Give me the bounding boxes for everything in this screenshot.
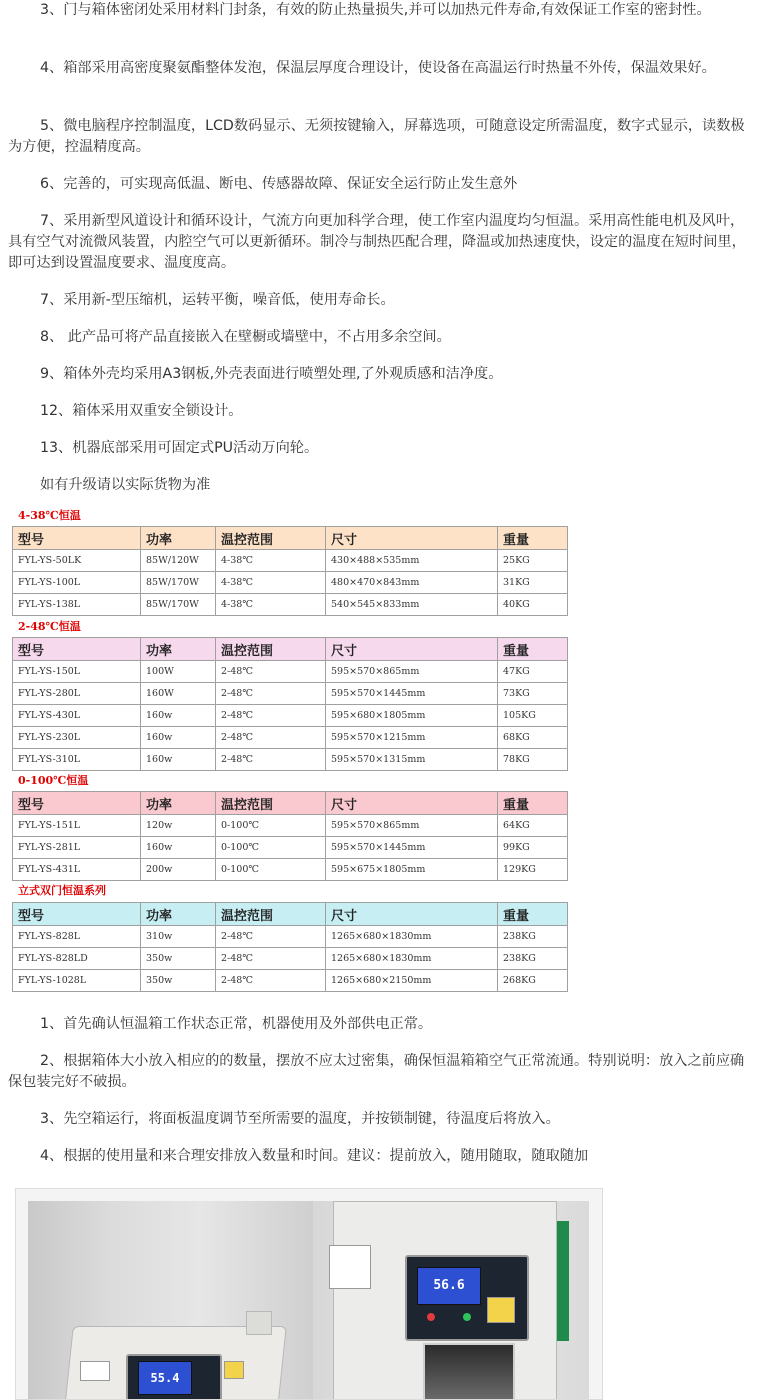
cell-power: 350w [141, 948, 216, 970]
feature-5: 5、微电脑程序控制温度，LCD数码显示、无须按键输入，屏幕选项，可随意设定所需温度，数字式显示，读数极为方便，控温精度高。 [8, 118, 745, 155]
header-model: 型号 [13, 792, 141, 815]
cell-size: 1265×680×2150mm [326, 970, 498, 992]
cell-power: 85W/120W [141, 550, 216, 572]
cell-temp: 2-48℃ [216, 970, 326, 992]
table-row [13, 837, 568, 859]
header-temp-range: 温控范围 [216, 903, 326, 926]
cell-size: 595×570×1215mm [326, 727, 498, 749]
brand-label [80, 1361, 110, 1381]
cell-power: 160w [141, 727, 216, 749]
cell-model: FYL-YS-151L [13, 815, 141, 837]
cell-weight: 25KG [498, 550, 568, 572]
table-row [13, 815, 568, 837]
table-row [13, 550, 568, 572]
header-power: 功率 [141, 638, 216, 661]
header-weight: 重量 [498, 903, 568, 926]
cell-weight: 40KG [498, 594, 568, 616]
cell-weight: 268KG [498, 970, 568, 992]
cell-temp: 4-38℃ [216, 550, 326, 572]
cell-weight: 78KG [498, 749, 568, 771]
cell-size: 595×570×1315mm [326, 749, 498, 771]
table-row [13, 683, 568, 705]
cell-weight: 47KG [498, 661, 568, 683]
cell-size: 595×570×1445mm [326, 837, 498, 859]
cell-size: 430×488×535mm [326, 550, 498, 572]
section-title-double-door: 立式双门恒温系列 [18, 884, 106, 897]
header-temp-range: 温控范围 [216, 527, 326, 550]
header-temp-range: 温控范围 [216, 638, 326, 661]
cell-power: 160W [141, 683, 216, 705]
table-row [13, 948, 568, 970]
cell-temp: 2-48℃ [216, 749, 326, 771]
feature-13: 13、机器底部采用可固定式PU活动万向轮。 [40, 440, 319, 456]
feature-7: 7、采用新型风道设计和循环设计，气流方向更加科学合理，使工作室内温度均匀恒温。采用高性能电机及风叶，具有空气对流微风装置，内腔空气可以更新循环。制冷与制热匹配合理，降温或加热速度快，设定的温度在短时间里，即可达到设置温度要求、温度度高。 [8, 213, 746, 271]
cell-temp: 2-48℃ [216, 727, 326, 749]
header-power: 功率 [141, 903, 216, 926]
cell-size: 1265×680×1830mm [326, 926, 498, 948]
table-header-row [13, 903, 568, 926]
cell-size: 595×570×865mm [326, 661, 498, 683]
cell-temp: 2-48℃ [216, 661, 326, 683]
cell-model: FYL-YS-138L [13, 594, 141, 616]
cell-temp: 2-48℃ [216, 683, 326, 705]
cell-weight: 73KG [498, 683, 568, 705]
instruction-1: 1、首先确认恒温箱工作状态正常，机器使用及外部供电正常。 [40, 1016, 433, 1032]
cell-power: 85W/170W [141, 572, 216, 594]
table-header-row [13, 527, 568, 550]
feature-7b: 7、采用新-型压缩机，运转平衡，噪音低，使用寿命长。 [40, 292, 395, 308]
cell-model: FYL-YS-828L [13, 926, 141, 948]
cell-temp: 2-48℃ [216, 705, 326, 727]
table-row [13, 661, 568, 683]
warning-label [224, 1361, 244, 1379]
cell-model: FYL-YS-281L [13, 837, 141, 859]
cell-weight: 238KG [498, 926, 568, 948]
feature-6: 6、完善的，可实现高低温、断电、传感器故障、保证安全运行防止发生意外 [40, 176, 518, 192]
cell-size: 595×680×1805mm [326, 705, 498, 727]
upgrade-note: 如有升级请以实际货物为准 [40, 477, 211, 493]
cell-power: 160w [141, 749, 216, 771]
feature-8: 8、 此产品可将产品直接嵌入在壁橱或墙壁中，不占用多余空间。 [40, 329, 451, 345]
cell-power: 120w [141, 815, 216, 837]
cell-model: FYL-YS-100L [13, 572, 141, 594]
table-row [13, 705, 568, 727]
header-weight: 重量 [498, 527, 568, 550]
cell-temp: 0-100℃ [216, 815, 326, 837]
cell-power: 350w [141, 970, 216, 992]
header-model: 型号 [13, 527, 141, 550]
instruction-3: 3、先空箱运行，将面板温度调节至所需要的温度，并按锁制键，待温度后将放入。 [40, 1111, 560, 1127]
incubator-hinge [246, 1311, 272, 1335]
feature-9: 9、箱体外壳均采用A3钢板,外壳表面进行喷塑处理,了外观质感和洁净度。 [40, 366, 503, 382]
cell-size: 540×545×833mm [326, 594, 498, 616]
cell-size: 1265×680×1830mm [326, 948, 498, 970]
section-title-2-48: 2-48℃恒温 [18, 620, 81, 633]
cell-temp: 4-38℃ [216, 594, 326, 616]
cell-power: 310w [141, 926, 216, 948]
table-header-row [13, 792, 568, 815]
table-row [13, 970, 568, 992]
cell-size: 595×570×865mm [326, 815, 498, 837]
cell-size: 595×570×1445mm [326, 683, 498, 705]
cell-model: FYL-YS-828LD [13, 948, 141, 970]
cell-power: 100W [141, 661, 216, 683]
side-label-strip [557, 1221, 569, 1341]
observation-window [423, 1343, 515, 1400]
cell-temp: 2-48℃ [216, 948, 326, 970]
instruction-2: 2、根据箱体大小放入相应的的数量，摆放不应太过密集，确保恒温箱箱空气正常流通。特别说明：放入之前应确保包装完好不破损。 [8, 1053, 745, 1090]
header-model: 型号 [13, 638, 141, 661]
temperature-display: 56.6 [417, 1267, 481, 1305]
cell-weight: 68KG [498, 727, 568, 749]
cell-model: FYL-YS-50LK [13, 550, 141, 572]
header-size: 尺寸 [326, 792, 498, 815]
cell-size: 480×470×843mm [326, 572, 498, 594]
table-row [13, 572, 568, 594]
spec-table-0-100 [12, 791, 568, 881]
cell-model: FYL-YS-431L [13, 859, 141, 881]
temperature-display: 55.4 [138, 1361, 192, 1395]
product-photo-double-door [313, 1201, 589, 1400]
cell-temp: 0-100℃ [216, 837, 326, 859]
instruction-4: 4、根据的使用量和来合理安排放入数量和时间。建议：提前放入，随用随取，随取随加 [40, 1148, 589, 1164]
brand-label [329, 1245, 371, 1289]
cell-model: FYL-YS-150L [13, 661, 141, 683]
cell-model: FYL-YS-430L [13, 705, 141, 727]
cell-weight: 99KG [498, 837, 568, 859]
product-photos [15, 1188, 603, 1400]
cell-power: 200w [141, 859, 216, 881]
warning-label [487, 1297, 515, 1323]
header-temp-range: 温控范围 [216, 792, 326, 815]
cell-temp: 0-100℃ [216, 859, 326, 881]
section-title-4-38: 4-38℃恒温 [18, 509, 81, 522]
cell-size: 595×675×1805mm [326, 859, 498, 881]
header-size: 尺寸 [326, 638, 498, 661]
table-row [13, 594, 568, 616]
cell-model: FYL-YS-1028L [13, 970, 141, 992]
header-power: 功率 [141, 792, 216, 815]
header-weight: 重量 [498, 792, 568, 815]
cell-weight: 105KG [498, 705, 568, 727]
control-panel [126, 1354, 222, 1400]
table-row [13, 859, 568, 881]
cell-power: 85W/170W [141, 594, 216, 616]
cell-temp: 4-38℃ [216, 572, 326, 594]
table-row [13, 727, 568, 749]
header-size: 尺寸 [326, 527, 498, 550]
feature-3: 3、门与箱体密闭处采用材料门封条，有效的防止热量损失,并可以加热元件寿命,有效保证工作室的密封性。 [40, 2, 711, 18]
table-row [13, 749, 568, 771]
cell-power: 160w [141, 705, 216, 727]
cell-weight: 129KG [498, 859, 568, 881]
cell-model: FYL-YS-280L [13, 683, 141, 705]
cell-model: FYL-YS-310L [13, 749, 141, 771]
feature-12: 12、箱体采用双重安全锁设计。 [40, 403, 243, 419]
header-model: 型号 [13, 903, 141, 926]
product-photo-small-incubator [28, 1201, 315, 1400]
header-weight: 重量 [498, 638, 568, 661]
cell-temp: 2-48℃ [216, 926, 326, 948]
status-light-green [463, 1313, 471, 1321]
header-power: 功率 [141, 527, 216, 550]
cell-model: FYL-YS-230L [13, 727, 141, 749]
spec-table-double-door [12, 902, 568, 992]
spec-table-4-38 [12, 526, 568, 616]
cell-weight: 238KG [498, 948, 568, 970]
status-light-red [427, 1313, 435, 1321]
table-header-row [13, 638, 568, 661]
spec-table-2-48 [12, 637, 568, 771]
cell-weight: 31KG [498, 572, 568, 594]
cell-weight: 64KG [498, 815, 568, 837]
header-size: 尺寸 [326, 903, 498, 926]
feature-4: 4、箱部采用高密度聚氨酯整体发泡，保温层厚度合理设计，使设备在高温运行时热量不外传，保温效果好。 [40, 60, 716, 76]
cell-power: 160w [141, 837, 216, 859]
section-title-0-100: 0-100℃恒温 [18, 774, 89, 787]
table-row [13, 926, 568, 948]
